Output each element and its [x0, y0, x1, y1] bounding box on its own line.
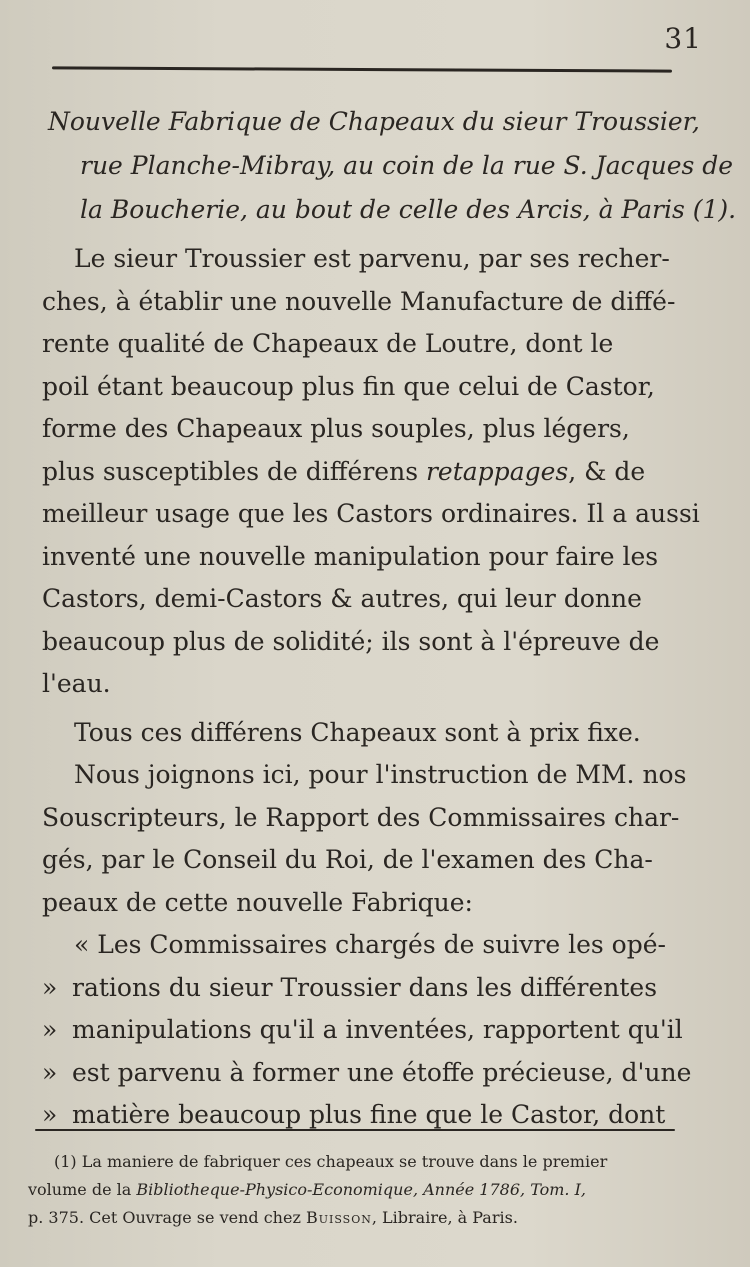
text-segment: , & de — [568, 456, 646, 486]
text-line: Castors, demi-Castors & autres, qui leur donne — [42, 584, 642, 613]
text-line — [42, 1009, 702, 1052]
paragraph-1 — [42, 238, 702, 706]
heading-line: la Boucherie, au bout de celle des Arcis, à Paris (1). — [80, 195, 737, 224]
paragraph-2 — [42, 712, 702, 755]
heading-line: Nouvelle Fabrique de Chapeaux du sieur Troussier, — [48, 107, 700, 136]
text-line: l'eau. — [42, 669, 111, 698]
text-segment: p. 375. Cet Ouvrage se vend chez — [28, 1208, 301, 1227]
text-segment: , Libraire, à Paris. — [371, 1208, 518, 1227]
text-segment: plus susceptibles de différens — [42, 456, 419, 486]
text-line: ches, à établir une nouvelle Manufacture de diffé- — [42, 286, 676, 316]
text-line: poil étant beaucoup plus fin que celui de Castor, — [42, 371, 655, 401]
text-segment: volume de la — [28, 1180, 132, 1199]
text-line — [42, 924, 702, 967]
paragraph-3 — [42, 754, 702, 924]
quoted-report — [42, 924, 702, 1137]
italic-word: retappages — [425, 456, 569, 486]
text-segment: manipulations qu'il a inventées, rapportent qu'il — [72, 1015, 683, 1044]
heading-line: rue Planche-Mibray, au coin de la rue S. Jacques de — [80, 151, 734, 180]
header-rule — [52, 66, 672, 72]
footnote-citation: Bibliotheque-Physico-Economique, Année 1786, Tom. I, — [136, 1180, 586, 1199]
body-text — [42, 238, 702, 1137]
text-line: peaux de cette nouvelle Fabrique: — [42, 887, 473, 917]
text-line — [42, 1052, 702, 1095]
text-line: gés, par le Conseil du Roi, de l'examen des Cha- — [42, 845, 653, 874]
text-segment: rations du sieur Troussier dans les différentes — [72, 972, 658, 1002]
text-line: Nous joignons ici, pour l'instruction de MM. nos — [74, 760, 687, 789]
text-line: Tous ces différens Chapeaux sont à prix fixe. — [74, 717, 641, 747]
quote-mark: » — [42, 1057, 58, 1087]
text-line: rente qualité de Chapeaux de Loutre, dont le — [42, 329, 614, 358]
quote-mark: » — [42, 1100, 58, 1129]
article-heading — [48, 100, 737, 232]
quote-mark: « — [74, 930, 90, 959]
quote-mark: » — [42, 972, 58, 1002]
text-segment: est parvenu à former une étoffe précieuse, d'une — [72, 1057, 692, 1087]
text-line — [42, 967, 702, 1010]
publisher-name: Buisson — [305, 1208, 372, 1227]
text-line: meilleur usage que les Castors ordinaires. Il a aussi — [42, 499, 700, 528]
quote-mark: » — [42, 1015, 58, 1044]
text-line: forme des Chapeaux plus souples, plus légers, — [42, 414, 630, 443]
text-line: Le sieur Troussier est parvenu, par ses recher- — [74, 244, 670, 273]
text-segment: Les Commissaires chargés de suivre les opé- — [97, 930, 666, 959]
page-number: 31 — [664, 22, 702, 55]
text-line: beaucoup plus de solidité; ils sont à l'épreuve de — [42, 626, 660, 656]
text-line — [42, 451, 702, 494]
text-line: Souscripteurs, le Rapport des Commissaires char- — [42, 802, 680, 832]
text-segment: matière beaucoup plus fine que le Castor, dont — [72, 1100, 666, 1129]
footnote-line: (1) La maniere de fabriquer ces chapeaux se trouve dans le premier — [54, 1152, 608, 1171]
footnote-line — [28, 1204, 698, 1232]
footnote — [28, 1148, 698, 1232]
footnote-line — [28, 1176, 698, 1204]
text-line: inventé une nouvelle manipulation pour faire les — [42, 541, 659, 571]
footnote-rule — [35, 1129, 675, 1131]
